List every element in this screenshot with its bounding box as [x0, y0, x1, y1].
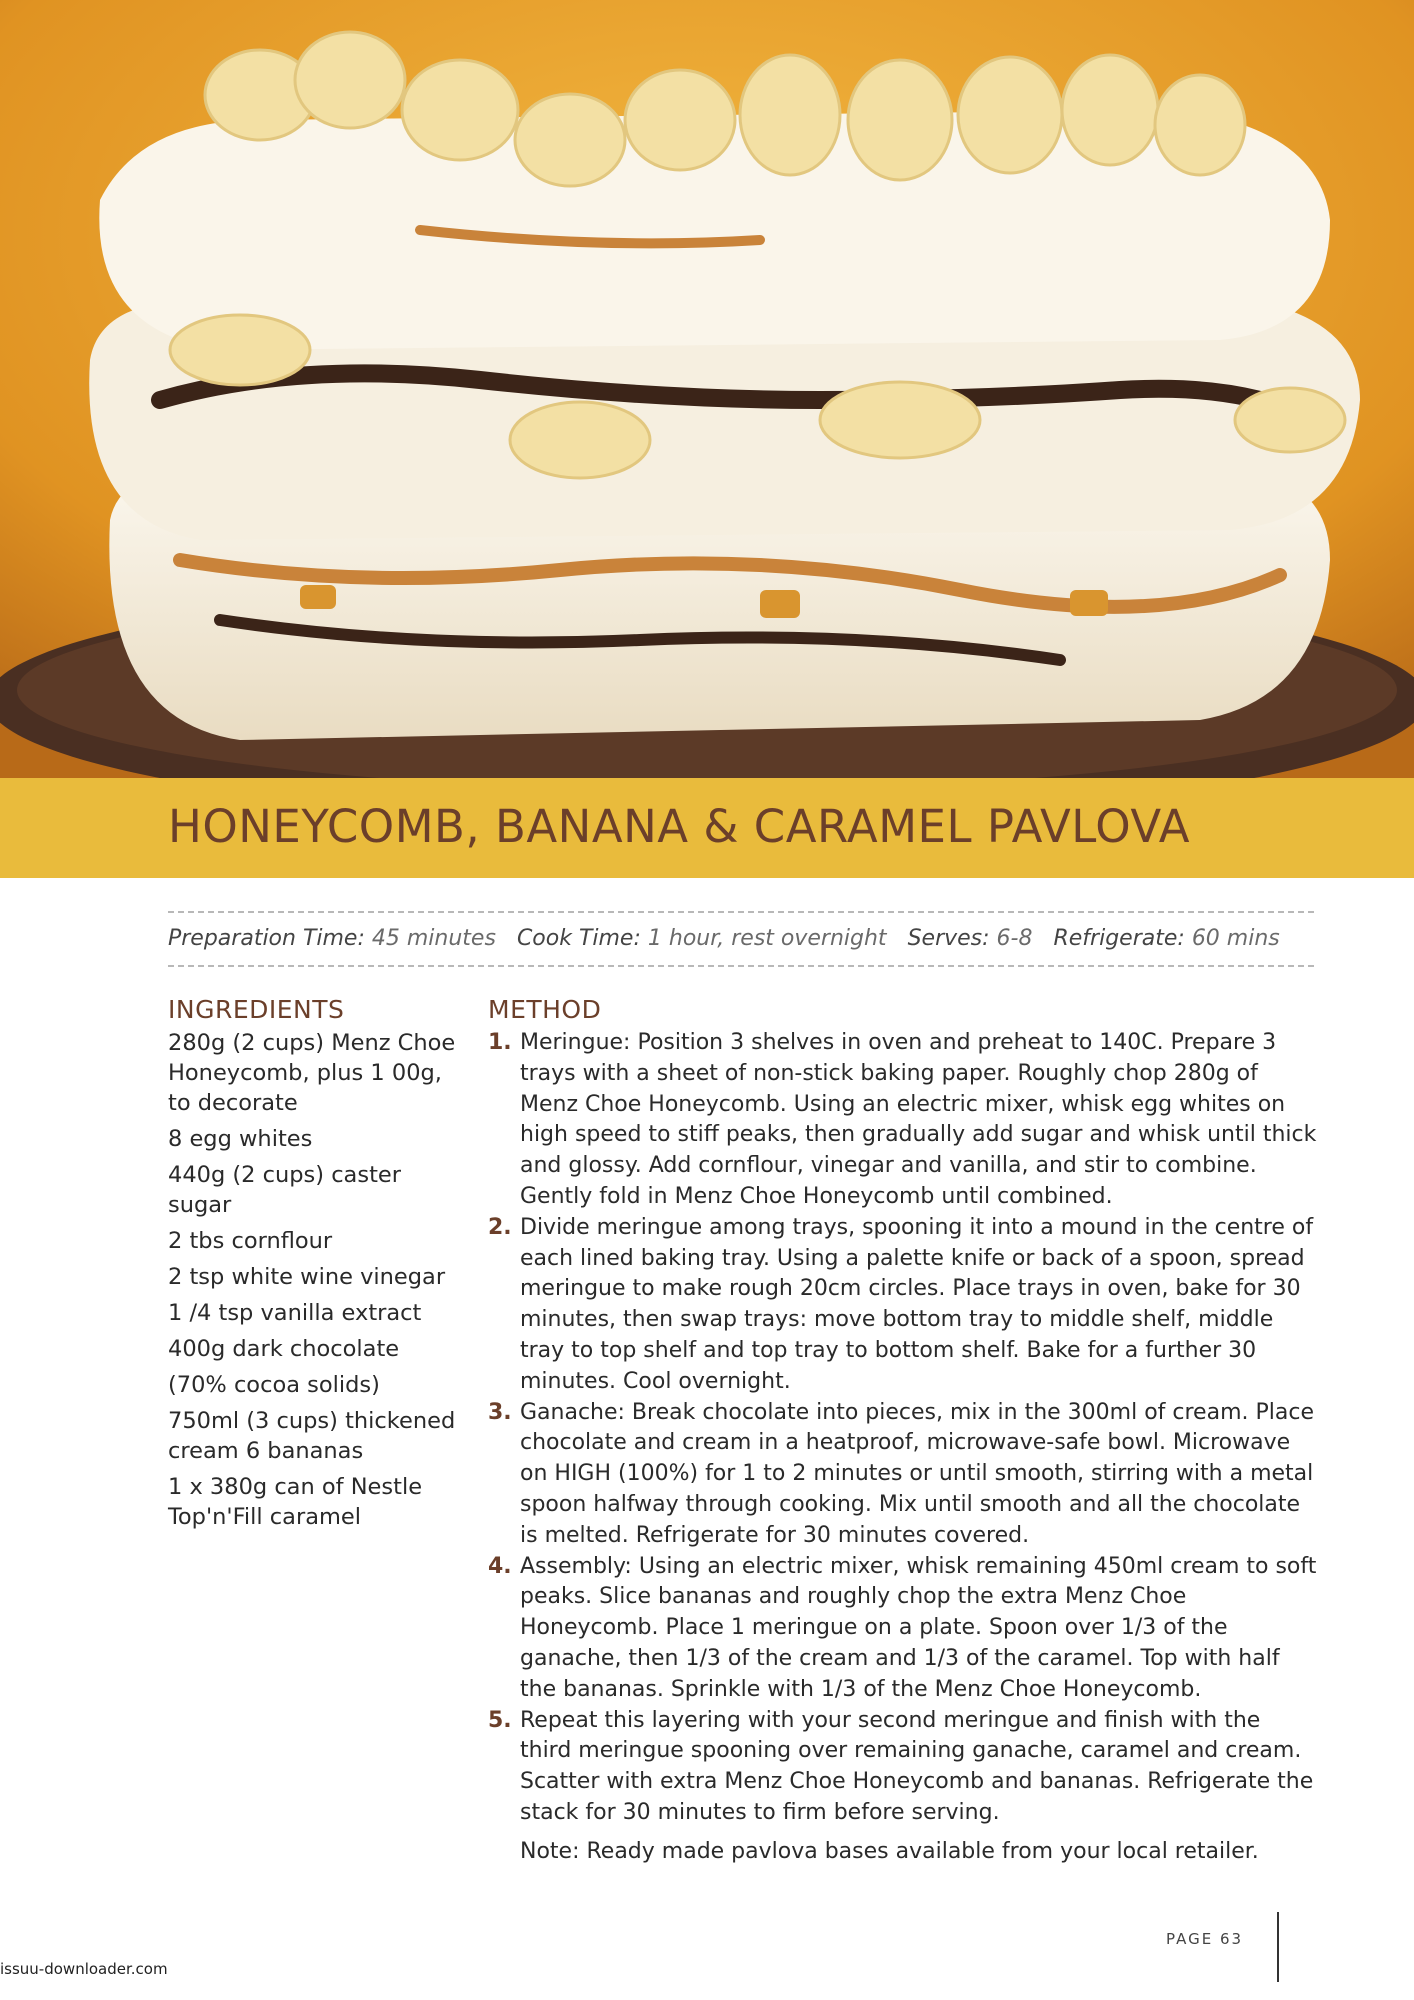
- step-text: Divide meringue among trays, spooning it into a mound in the centre of each lined baking tray. Using a palette knife or back of a spoon, spread meringue to make rough 20cm circles. Place trays in oven, bake for 30 minutes, then swap trays: move bottom tray to middle shelf, middle tray to top shelf and top tray to bottom shelf. Bake for a further 30 minutes. Cool overnight.: [520, 1214, 1314, 1394]
- banana-slice: [958, 57, 1062, 173]
- ingredient-item: 750ml (3 cups) thickened cream 6 bananas: [168, 1408, 456, 1464]
- banana-slice: [510, 402, 650, 478]
- meta-value: 1 hour, rest overnight: [647, 926, 887, 951]
- meta-value: 6-8: [996, 926, 1033, 951]
- meta-refrigerate: [1053, 926, 1279, 951]
- banana-slice: [1155, 75, 1245, 175]
- meta-label: Serves:: [907, 926, 990, 951]
- method-heading: METHOD: [488, 995, 602, 1024]
- step-text: Meringue: Position 3 shelves in oven and preheat to 140C. Prepare 3 trays with a sheet of non-stick baking paper. Roughly chop 280g of Menz Choe Honeycomb. Using an electric mixer, whisk egg whites on high speed to stiff peaks, then gradually add sugar and whisk until thick and glossy. Add cornflour, vinegar and vanilla, and stir to combine. Gently fold in Menz Choe Honeycomb until combined.: [520, 1030, 1317, 1209]
- step-number: 1.: [488, 1030, 512, 1055]
- method-steps: [488, 1028, 1318, 1829]
- ingredient-item: 2 tbs cornflour: [168, 1228, 333, 1254]
- meta-value: 60 mins: [1191, 926, 1280, 951]
- method-step: [488, 1552, 1318, 1706]
- ingredients-list: [168, 1028, 468, 1532]
- meta-label: Preparation Time:: [168, 926, 365, 951]
- meta-cook-time: [517, 926, 894, 951]
- watermark: issuu-downloader.com: [0, 1960, 168, 1978]
- meta-label: Cook Time:: [516, 926, 641, 951]
- banana-slice: [740, 55, 840, 175]
- ingredients-section: [168, 995, 468, 1538]
- pavlova-illustration: [0, 0, 1414, 778]
- banana-slice: [625, 70, 735, 170]
- ingredient-item: 8 egg whites: [168, 1126, 313, 1152]
- ingredient-item: 400g dark chocolate: [168, 1336, 400, 1362]
- step-text: Assembly: Using an electric mixer, whisk remaining 450ml cream to soft peaks. Slice bananas and roughly chop the extra Menz Choe Honeycomb. Place 1 meringue on a plate. Spoon over 1/3 of the ganache, then 1/3 of the cream and 1/3 of the caramel. Top with half the bananas. Sprinkle with 1/3 of the Menz Choe Honeycomb.: [520, 1553, 1317, 1702]
- honeycomb-piece: [760, 590, 800, 618]
- title-band: [0, 778, 1414, 878]
- meta-prep-time: [168, 926, 503, 951]
- footer-divider: [1277, 1912, 1279, 1982]
- hero-photo: [0, 0, 1414, 778]
- banana-slice: [848, 60, 952, 180]
- step-number: 3.: [488, 1399, 512, 1425]
- recipe-meta: [168, 911, 1314, 967]
- step-number: 5.: [488, 1707, 512, 1733]
- method-step: [488, 1213, 1318, 1398]
- ingredients-heading: INGREDIENTS: [168, 995, 345, 1024]
- method-note: Note: Ready made pavlova bases available from your local retailer.: [520, 1838, 1259, 1864]
- meta-serves: [908, 926, 1040, 951]
- banana-slice: [1235, 388, 1345, 452]
- method-step: [488, 1398, 1318, 1552]
- banana-slice: [295, 32, 405, 128]
- honeycomb-piece: [300, 585, 336, 609]
- banana-slice: [402, 60, 518, 160]
- banana-slice: [170, 315, 310, 385]
- method-step: [488, 1706, 1318, 1829]
- step-number: 4.: [488, 1553, 512, 1579]
- ingredient-item: 280g (2 cups) Menz Choe Honeycomb, plus 1 00g, to decorate: [168, 1030, 456, 1116]
- step-text: Ganache: Break chocolate into pieces, mix in the 300ml of cream. Place chocolate and cream in a heatproof, microwave-safe bowl. Microwave on HIGH (100%) for 1 to 2 minutes or until smooth, stirring with a metal spoon halfway through cooking. Mix until smooth and all the chocolate is melted. Refrigerate for 30 minutes covered.: [520, 1399, 1314, 1548]
- page-number: PAGE 63: [1166, 1930, 1244, 1948]
- banana-slice: [1062, 55, 1158, 165]
- banana-slice: [820, 382, 980, 458]
- ingredient-item: 1 x 380g can of Nestle Top'n'Fill caramel: [168, 1474, 423, 1530]
- meta-label: Refrigerate:: [1053, 926, 1185, 951]
- recipe-title: HONEYCOMB, BANANA & CARAMEL PAVLOVA: [168, 800, 1191, 853]
- step-number: 2.: [488, 1214, 512, 1240]
- ingredient-item: (70% cocoa solids): [168, 1372, 380, 1398]
- honeycomb-piece: [1070, 590, 1108, 616]
- ingredient-item: 440g (2 cups) caster sugar: [168, 1162, 401, 1218]
- ingredient-item: 2 tsp white wine vinegar: [168, 1264, 446, 1290]
- method-step: [488, 1028, 1318, 1213]
- method-section: [488, 995, 1318, 1868]
- step-text: Repeat this layering with your second meringue and finish with the third meringue spooning over remaining ganache, caramel and cream. Scatter with extra Menz Choe Honeycomb and bananas. Refrigerate the stack for 30 minutes to firm before serving.: [520, 1707, 1314, 1825]
- ingredient-item: 1 /4 tsp vanilla extract: [168, 1300, 422, 1326]
- banana-slice: [515, 94, 625, 186]
- meta-value: 45 minutes: [371, 926, 496, 951]
